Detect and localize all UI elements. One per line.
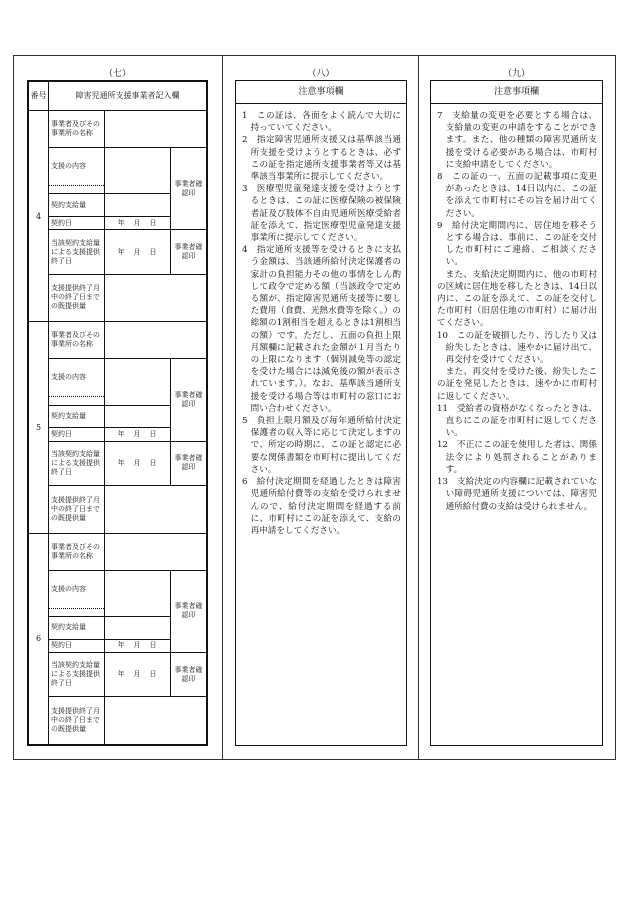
contract-date-field[interactable]: 年 月 日: [105, 428, 171, 441]
note-item: 7 支給量の変更を必要とする場合は、支給量の変更の申請をすることができます。また、他の種類の障害児通所支援を受ける必要がある場合は、市町村に支給申請をしてください。: [437, 111, 597, 170]
provider-seal-1[interactable]: 事業者確認印: [171, 570, 207, 652]
note-item: 13 支給決定の内容欄に記載されていない障碍児通所支援については、障害児通所給付費の支給は受けられません。: [437, 477, 597, 512]
support-content-label: 支援の内容: [49, 147, 105, 185]
spacer: [49, 608, 105, 616]
note-item: 3 医療型児童発達支援を受けようとするときは、この証に医療保険の被保険者証及び肢体不自由児通所医療受給者証を添えて、指定医療型児童発達支援事業所に提示してください。: [242, 184, 401, 244]
note-item: 9 給付決定期間内に、居住地を移そうとする場合は、事前に、この証を交付した市町村にご連絡、ご相談ください。: [437, 220, 597, 268]
notes-body: [236, 104, 406, 537]
provided-amount-label: 支援提供終了月中の終了日までの既提供量: [49, 274, 105, 322]
panel-title-9: （九）: [502, 69, 530, 79]
contract-amount-field[interactable]: [105, 405, 171, 428]
note-item: また、支給決定期間内に、他の市町村の区域に居住地を移したときは、14日以内に、この証を添えて、この証を交付した市町村（旧居住地の市町村）に届け出てください。: [437, 269, 597, 329]
panel-title-8: （八）: [307, 69, 335, 79]
note-item: 5 負担上限月額及び毎年通所給付決定保護者の収入等に応じて決定しますので、所定の時期に、この証と認定に必要な関係書類を市町村に提出してください。: [242, 416, 401, 475]
provider-seal-2[interactable]: 事業者確認印: [171, 653, 207, 697]
provided-amount-label: 支援提供終了月中の終了日までの既提供量: [49, 697, 105, 745]
provider-name-label: 事業者及びその事業所の名称: [49, 533, 105, 570]
note-item: 12 不正にこの証を使用した者は、関係法令により処罰されることがあります。: [437, 440, 597, 475]
panel-divider: [222, 55, 223, 760]
service-end-date-field[interactable]: 年 月 日: [105, 653, 171, 697]
note-item: 11 受給者の資格がなくなったときは、直ちにこの証を市町村に返してください。: [437, 403, 597, 439]
notes-header: 注意事項欄: [236, 81, 406, 104]
contract-date-label: 契約日: [49, 428, 105, 441]
contract-amount-label: 契約支給量: [49, 194, 105, 217]
provider-seal-1[interactable]: 事業者確認印: [171, 147, 207, 229]
notes-header: 注意事項欄: [431, 81, 602, 104]
table-header-row: [29, 82, 207, 111]
provider-seal-1[interactable]: 事業者確認印: [171, 359, 207, 441]
contract-date-field[interactable]: 年 月 日: [105, 217, 171, 230]
provider-entry-header: 障害児通所支援事業者記入欄: [49, 82, 207, 111]
spacer: [49, 397, 105, 405]
provider-name-field[interactable]: [105, 322, 207, 359]
service-end-date-field[interactable]: 年 月 日: [105, 441, 171, 485]
service-end-date-label: 当該契約支給量による支援提供終了日: [49, 441, 105, 485]
block-number: 4: [29, 110, 49, 321]
service-end-date-label: 当該契約支給量による支援提供終了日: [49, 653, 105, 697]
contract-date-field[interactable]: 年 月 日: [105, 639, 171, 652]
support-content-label: 支援の内容: [49, 359, 105, 397]
note-item: 1 この証は、各面をよく読んで大切に持っていてください。: [242, 111, 401, 134]
number-header: 番号: [29, 82, 49, 111]
service-end-date-label: 当該契約支給量による支援提供終了日: [49, 230, 105, 274]
note-item: 10 この証を破損したり、汚したり又は紛失したときは、速やかに届け出て、再交付を受けてください。: [437, 330, 597, 366]
service-end-date-field[interactable]: 年 月 日: [105, 230, 171, 274]
provided-amount-label: 支援提供終了月中の終了日までの既提供量: [49, 486, 105, 534]
contract-date-label: 契約日: [49, 217, 105, 230]
support-content-field[interactable]: [105, 147, 171, 193]
provider-entry-table: [27, 80, 208, 746]
support-content-label: 支援の内容: [49, 570, 105, 608]
provider-seal-2[interactable]: 事業者確認印: [171, 441, 207, 485]
support-content-field[interactable]: [105, 570, 171, 616]
block-number: 6: [29, 533, 49, 744]
spacer: [49, 186, 105, 194]
provider-name-field[interactable]: [105, 533, 207, 570]
notes-panel-9: [430, 80, 603, 746]
note-item: 6 給付決定期間を経過したときは障害児通所給付費等の支給を受けられませんので、給付決定期間を経過する前に、市町村にこの証を添えて、支給の再申請をしてください。: [242, 477, 401, 536]
note-item: 2 指定障害児通所支援又は基準該当通所支援を受けようとするときは、必ずこの証を指定通所支援事業者等又は基準該当事業所に提示してください。: [242, 135, 401, 183]
provided-amount-field[interactable]: [105, 486, 207, 534]
contract-amount-field[interactable]: [105, 194, 171, 217]
contract-amount-label: 契約支給量: [49, 405, 105, 428]
panel-divider: [418, 55, 419, 760]
provider-name-label: 事業者及びその事業所の名称: [49, 322, 105, 359]
note-item: また、再交付を受けた後、紛失したこの証を発見したときは、速やかに市町村に返してください。: [437, 367, 597, 402]
panel-title-7: （七）: [103, 69, 131, 79]
contract-amount-field[interactable]: [105, 617, 171, 640]
note-item: 4 指定通所支援等を受けるときに支払う金額は、当該通所給付決定保護者の家計の負担能力その他の事情をしん酌して政令で定める額（当該政令で定める額が、指定障害児通所支援等に要した費用（食費、光熱水費等を除く。）の総額の1割相当を超えるときは1割相当の額）です。ただし、五面の負担上限月額欄に記載された金額が１月当たりの上限になります（個別減免等の認定を受けた場合には減免後の額が表示されています。）。なお、基準該当通所支援を受ける場合等は市町村の窓口にお問い合わせください。: [242, 245, 401, 414]
provider-name-field[interactable]: [105, 110, 207, 147]
provided-amount-field[interactable]: [105, 697, 207, 745]
block-number: 5: [29, 322, 49, 533]
note-item: 8 この証の一、五面の記載事項に変更があったときは、14日以内に、この証を添えて市町村にその旨を届け出てください。: [437, 172, 597, 219]
contract-date-label: 契約日: [49, 639, 105, 652]
provider-name-label: 事業者及びその事業所の名称: [49, 110, 105, 147]
contract-amount-label: 契約支給量: [49, 617, 105, 640]
notes-body: [431, 104, 602, 513]
notes-panel-8: [235, 80, 407, 746]
support-content-field[interactable]: [105, 359, 171, 405]
provided-amount-field[interactable]: [105, 274, 207, 322]
provider-seal-2[interactable]: 事業者確認印: [171, 230, 207, 274]
